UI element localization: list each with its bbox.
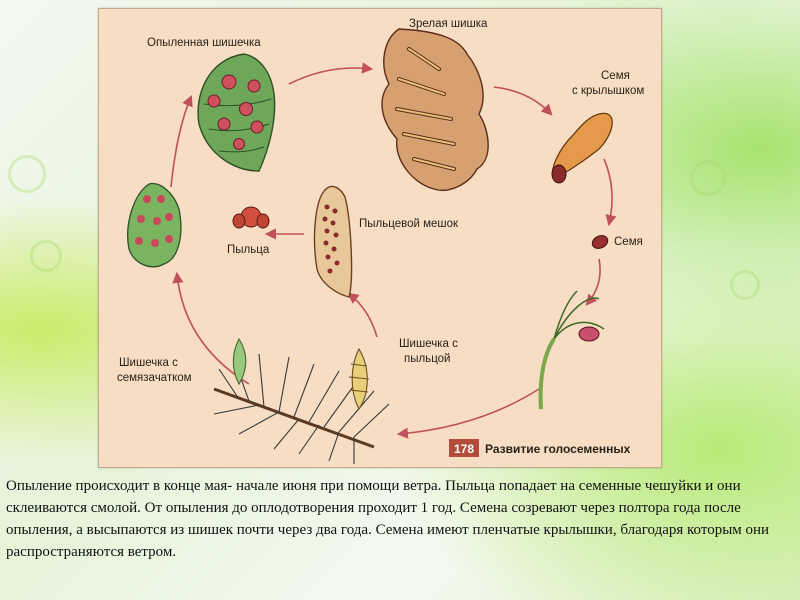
decor-ring-left-1 <box>8 155 46 193</box>
label-pollen: Пыльца <box>227 244 270 256</box>
lifecycle-diagram <box>99 9 661 467</box>
caption-area <box>0 471 800 600</box>
arrow-winged-seed-to-seed <box>604 159 612 224</box>
seedling-illustration <box>541 291 604 409</box>
page-number: 178 <box>454 442 475 456</box>
label-winged-seed-1: Семя <box>601 70 630 82</box>
decor-ring-right-1 <box>690 160 726 196</box>
label-winged-seed-2: с крылышком <box>572 85 645 97</box>
mature-cone-illustration <box>382 29 488 190</box>
arrow-pollinated-to-mature <box>289 68 371 84</box>
pine-branch-illustration <box>214 339 389 464</box>
label-pollinated-cone: Опыленная шишечка <box>147 37 261 49</box>
pollen-sac-illustration <box>315 186 352 297</box>
label-ovule-cone-2: семязачатком <box>117 372 192 384</box>
decor-ring-left-2 <box>30 240 62 272</box>
label-mature-cone: Зрелая шишка <box>409 18 488 30</box>
ovule-cone-illustration <box>128 184 181 267</box>
decor-ring-right-2 <box>730 270 760 300</box>
textbook-figure <box>98 8 662 468</box>
label-ovule-cone-1: Шишечка с <box>119 357 178 369</box>
seed-illustration <box>590 233 610 251</box>
label-pollen-cone-1: Шишечка с <box>399 338 458 350</box>
pollinated-cone-illustration <box>198 54 275 171</box>
label-pollen-cone-2: пыльцой <box>404 353 451 365</box>
label-seed: Семя <box>614 236 643 248</box>
arrow-seedling-to-branch <box>399 389 539 434</box>
arrow-pollen-cone-to-sac <box>349 294 377 337</box>
pollen-grain-illustration <box>233 207 269 228</box>
caption-text: Опыление происходит в конце мая- начале июня при помощи ветра. Пыльца попадает на семенные чешуйки и они склеиваются смолой. От опыления до оплодотворения проходит 1 год. Семена созревают через полтора года после опыления, а высыпаются из шишек почти через два года. Семена имеют пленчатые крылышки, благодаря которым они распространяются ветром. <box>6 478 770 560</box>
label-pollen-sac: Пыльцевой мешок <box>359 218 459 230</box>
arrow-mature-to-winged-seed <box>494 87 551 114</box>
page-caption: Развитие голосеменных <box>485 442 631 456</box>
winged-seed-illustration <box>552 113 612 183</box>
arrow-ovule-cone-to-pollinated <box>171 97 191 187</box>
